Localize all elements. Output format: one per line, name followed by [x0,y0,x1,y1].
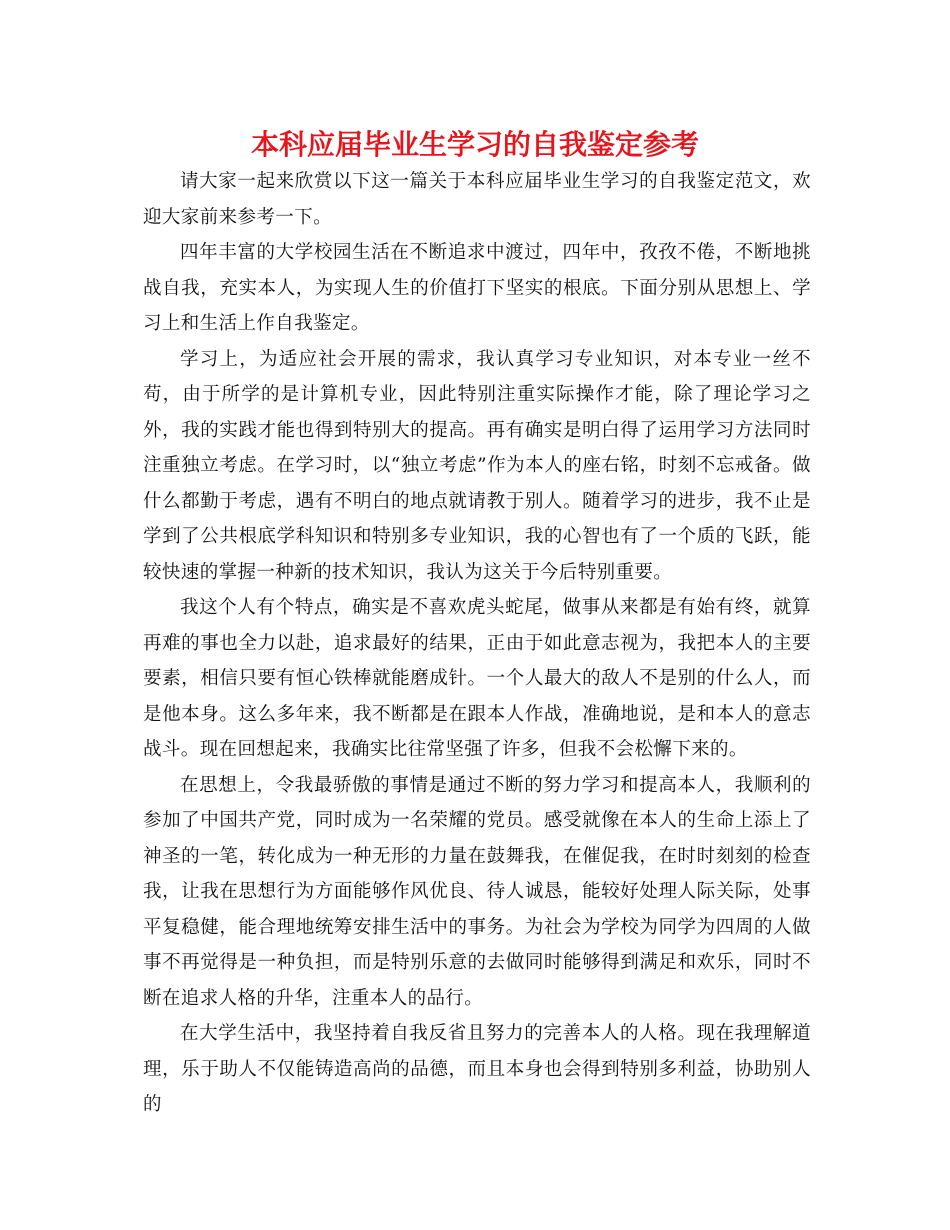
document-body [143,164,811,1123]
paragraph-intro: 请大家一起来欣赏以下这一篇关于本科应届毕业生学习的自我鉴定范文，欢迎大家前来参考一下。 [143,171,811,228]
paragraph-overview: 四年丰富的大学校园生活在不断追求中渡过，四年中，孜孜不倦，不断地挑战自我，充实本人，为实现人生的价值打下坚实的根底。下面分别从思想上、学习上和生活上作自我鉴定。 [143,242,811,334]
paragraph-life: 在大学生活中，我坚持着自我反省且努力的完善本人的人格。现在我理解道理，乐于助人不仅能铸造高尚的品德，而且本身也会得到特别多利益，协助别人的 [143,1023,811,1115]
paragraph-study: 学习上，为适应社会开展的需求，我认真学习专业知识，对本专业一丝不苟，由于所学的是计算机专业，因此特别注重实际操作才能，除了理论学习之外，我的实践才能也得到特别大的提高。再有确实是明白得了运用学习方法同时注重独立考虑。在学习时，以“独立考虑”作为本人的座右铭，时刻不忘戒备。做什么都勤于考虑，遇有不明白的地点就请教于别人。随着学习的进步，我不止是学到了公共根底学科知识和特别多专业知识，我的心智也有了一个质的飞跃，能较快速的掌握一种新的技术知识，我认为这关于今后特别重要。 [143,348,811,583]
document-title: 本科应届毕业生学习的自我鉴定参考 [250,128,699,161]
paragraph-ideology: 在思想上，令我最骄傲的事情是通过不断的努力学习和提高本人，我顺利的参加了中国共产党，同时成为一名荣耀的党员。感受就像在本人的生命上添上了神圣的一笔，转化成为一种无形的力量在鼓舞我，在催促我，在时时刻刻的检查我，让我在思想行为方面能够作风优良、待人诚恳，能较好处理人际关际，处事平复稳健，能合理地统筹安排生活中的事务。为社会为学校为同学为四周的人做事不再觉得是一种负担，而是特别乐意的去做同时能够得到满足和欢乐，同时不断在追求人格的升华，注重本人的品行。 [143,774,811,1009]
paragraph-character: 我这个人有个特点，确实是不喜欢虎头蛇尾，做事从来都是有始有终，就算再难的事也全力以赴，追求最好的结果，正由于如此意志视为，我把本人的主要要素，相信只要有恒心铁棒就能磨成针。一个人最大的敌人不是别的什么人，而是他本身。这么多年来，我不断都是在跟本人作战，准确地说，是和本人的意志战斗。现在回想起来，我确实比往常坚强了许多，但我不会松懈下来的。 [143,597,811,760]
